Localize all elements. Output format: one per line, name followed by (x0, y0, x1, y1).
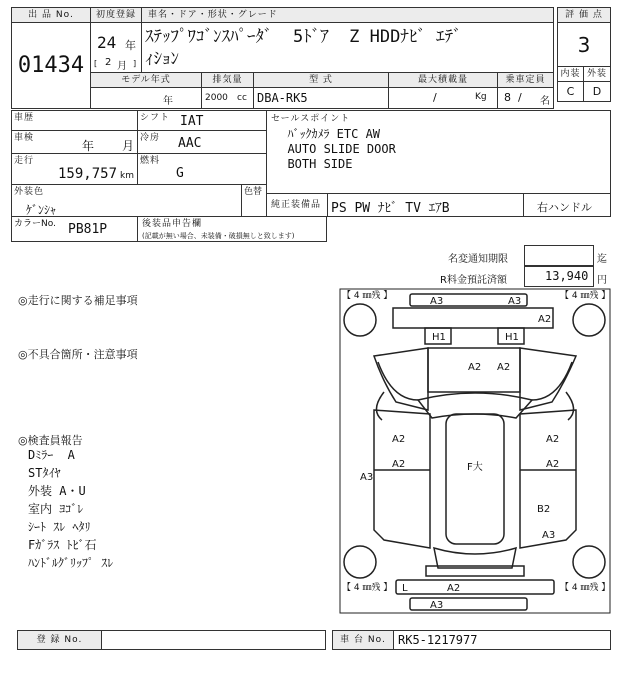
capacity-unit: 名 (540, 96, 550, 107)
deadline-unit: 迄 (597, 254, 607, 265)
load-sep: / (433, 91, 437, 104)
mileage-value: 159,757 (58, 166, 118, 182)
yen-unit: 円 (597, 275, 607, 286)
reg-month-unit: 月 (117, 61, 127, 72)
capacity-sep: / (518, 91, 522, 104)
diagram-frame (340, 289, 610, 613)
lot-no-value: 01434 (11, 22, 91, 109)
aftermarket-label: 後装品申告欄 (142, 219, 203, 229)
steering-value: 右ハンドル (537, 201, 592, 214)
inspection-month: 月 (122, 139, 135, 153)
cc-unit: cc (237, 93, 247, 103)
mark-right-door-front: A2 (546, 434, 560, 445)
fuel-label: 燃料 (140, 156, 161, 166)
mirror-right (566, 392, 574, 420)
aircon-box (137, 130, 267, 154)
mark-front-grille: A2 (538, 314, 552, 325)
inspection-year: 年 (82, 139, 95, 153)
std-equipment-label: 純正装備品 (271, 200, 322, 210)
kg-unit: Kg (475, 92, 487, 102)
model-year-label: モデル年式 (90, 72, 202, 88)
displacement-label: 排気量 (201, 72, 254, 88)
aftermarket-note: (記載が無い場合、未装備・破損無しと致します) (142, 232, 295, 240)
max-load-label: 最大積載量 (388, 72, 498, 88)
grade-label: 評 価 点 (557, 7, 611, 23)
tire-rear-right (573, 546, 605, 578)
mark-left-quarter: A3 (360, 472, 374, 483)
car-name-label: 車名・ドア・形状・グレード (148, 10, 278, 20)
reg-month: 2 (105, 57, 112, 68)
interior-grade: C (557, 81, 584, 102)
front-grille (393, 308, 553, 328)
reg-month-open: [ (94, 59, 98, 68)
aircon-label: 冷房 (140, 133, 161, 143)
reg-no-label: 登 録 No. (17, 630, 102, 650)
tire-rear-left (344, 546, 376, 578)
shift-box (137, 110, 267, 131)
model-type-box (253, 87, 389, 109)
history-box (11, 110, 138, 131)
mark-rear-bumper-bottom: A3 (430, 600, 444, 611)
lot-no-label: 出 品 No. (11, 7, 91, 23)
color-change-label: 色替 (244, 187, 263, 197)
std-equipment-divider (327, 194, 328, 216)
capacity-value: 8 (504, 91, 511, 104)
capacity-box (497, 87, 554, 109)
mark-right-door-rear: A2 (546, 459, 560, 470)
tire-label-rl: 【 4 ㎜残 】 (342, 583, 393, 593)
recycle-value: 13,940 (545, 269, 589, 283)
model-type-label: 型 式 (253, 72, 389, 88)
sales-point-text: ﾊﾞｯｸｶﾒﾗ ETC AW AUTO SLIDE DOOR BOTH SIDE (287, 127, 396, 171)
tire-label-rr: 【 4 ㎜残 】 (560, 583, 611, 593)
model-year-box (90, 87, 202, 109)
tire-label-fr: 【 4 ㎜残 】 (560, 291, 611, 301)
sales-point-box (266, 110, 611, 194)
displacement-box (201, 87, 254, 109)
rear-apron (410, 598, 527, 610)
max-load-box (388, 87, 498, 109)
shift-value: IAT (180, 114, 204, 129)
rear-window (434, 548, 516, 568)
inspector-report: Dﾐﾗｰ A STﾀｲﾔ 外装 A・U 室内 ﾖｺﾞﾚ ｼｰﾄ ｽﾚ ﾍﾀﾘ Fｶﾞﾗｽ ﾄﾋﾞ石 ﾊﾝﾄﾞﾙｸﾞﾘｯﾌﾟ ｽﾚ (28, 448, 114, 570)
mark-headlight-right: H1 (505, 332, 519, 343)
fuel-value: G (176, 166, 184, 181)
defects-heading: ◎不具合箇所・注意事項 (18, 348, 138, 361)
shift-label: シフト (140, 113, 171, 123)
first-reg-box (90, 22, 142, 73)
car-name: ｽﾃｯﾌﾟﾜｺﾞﾝｽﾊﾟｰﾀﾞ 5ﾄﾞｱ Z HDDﾅﾋﾞ ｴﾃﾞ ｨｼｮﾝ (145, 27, 462, 69)
grade-value: 3 (557, 22, 611, 67)
mark-right-quarter-b2: B2 (537, 504, 551, 515)
mark-roof: F大 (467, 462, 483, 473)
model-year-unit: 年 (163, 96, 173, 107)
deadline-label: 名変通知期限 (448, 254, 508, 265)
displacement-value: 2000 (205, 93, 228, 103)
mark-rear-left: L (402, 583, 408, 594)
inspector-heading: ◎検査員報告 (18, 434, 83, 447)
mark-left-door-rear: A2 (392, 459, 406, 470)
car-name-header (141, 7, 554, 23)
left-body-side (374, 410, 430, 548)
recycle-box (524, 266, 594, 287)
reg-year: 24 (97, 33, 117, 52)
right-body-side (520, 410, 576, 548)
ext-color-value: ｹﾞﾝｼｬ (26, 203, 57, 217)
fender-front-right (520, 348, 576, 410)
supplement-heading: ◎走行に関する補足事項 (18, 294, 138, 307)
car-name-box (141, 22, 554, 73)
tire-label-fl: 【 4 ㎜残 】 (342, 291, 393, 301)
capacity-label: 乗車定員 (497, 72, 554, 88)
reg-month-close: ] (133, 59, 137, 68)
roof (446, 414, 504, 544)
a-pillar-right (532, 362, 572, 400)
mark-front-bumper-right: A3 (508, 296, 522, 307)
mark-front-bumper-left: A3 (430, 296, 444, 307)
ext-color-box (11, 184, 267, 217)
mark-headlight-left: H1 (432, 332, 446, 343)
mileage-label: 走行 (14, 156, 35, 166)
history-label: 車歴 (14, 113, 35, 123)
first-reg-label: 初度登録 (90, 7, 142, 23)
mark-right-quarter-a3: A3 (542, 530, 556, 541)
mileage-box (11, 153, 138, 185)
chassis-no-label: 車 台 No. (332, 630, 394, 650)
ext-color-label: 外装色 (14, 187, 45, 197)
steering-box (523, 193, 611, 217)
color-no-value: PB81P (68, 222, 108, 237)
deadline-box (524, 245, 594, 266)
tire-front-left (344, 304, 376, 336)
reg-no-box (101, 630, 326, 650)
exterior-grade: D (583, 81, 611, 102)
aircon-value: AAC (178, 136, 202, 151)
mark-hood-right: A2 (497, 362, 511, 373)
inspection-box (11, 130, 138, 154)
std-equipment-value: PS PW ﾅﾋﾞ TV ｴｱB (331, 201, 450, 216)
color-no-box (11, 216, 138, 242)
color-no-label: カラーNo. (14, 219, 56, 229)
car-condition-diagram (339, 288, 611, 614)
std-equipment-box (266, 193, 524, 217)
fuel-box (137, 153, 267, 185)
fender-front-left (374, 348, 428, 410)
recycle-label: R料金預託済額 (440, 275, 507, 286)
chassis-no-box (393, 630, 611, 650)
exterior-label: 外装 (583, 66, 611, 82)
mark-rear-bumper-top: A2 (447, 583, 461, 594)
tire-front-right (573, 304, 605, 336)
inspection-label: 車検 (14, 133, 35, 143)
km-unit: km (120, 171, 134, 181)
color-change-divider (241, 185, 242, 216)
rear-bumper (396, 580, 554, 594)
sales-point-label: セールスポイント (271, 114, 351, 124)
interior-label: 内装 (557, 66, 584, 82)
reg-year-unit: 年 (125, 39, 136, 52)
aftermarket-box (137, 216, 327, 242)
mark-left-door-front: A2 (392, 434, 406, 445)
chassis-no-value: RK5-1217977 (398, 633, 478, 647)
model-type-value: DBA-RK5 (257, 91, 308, 105)
mirror-left (376, 392, 384, 420)
mark-hood-left: A2 (468, 362, 482, 373)
